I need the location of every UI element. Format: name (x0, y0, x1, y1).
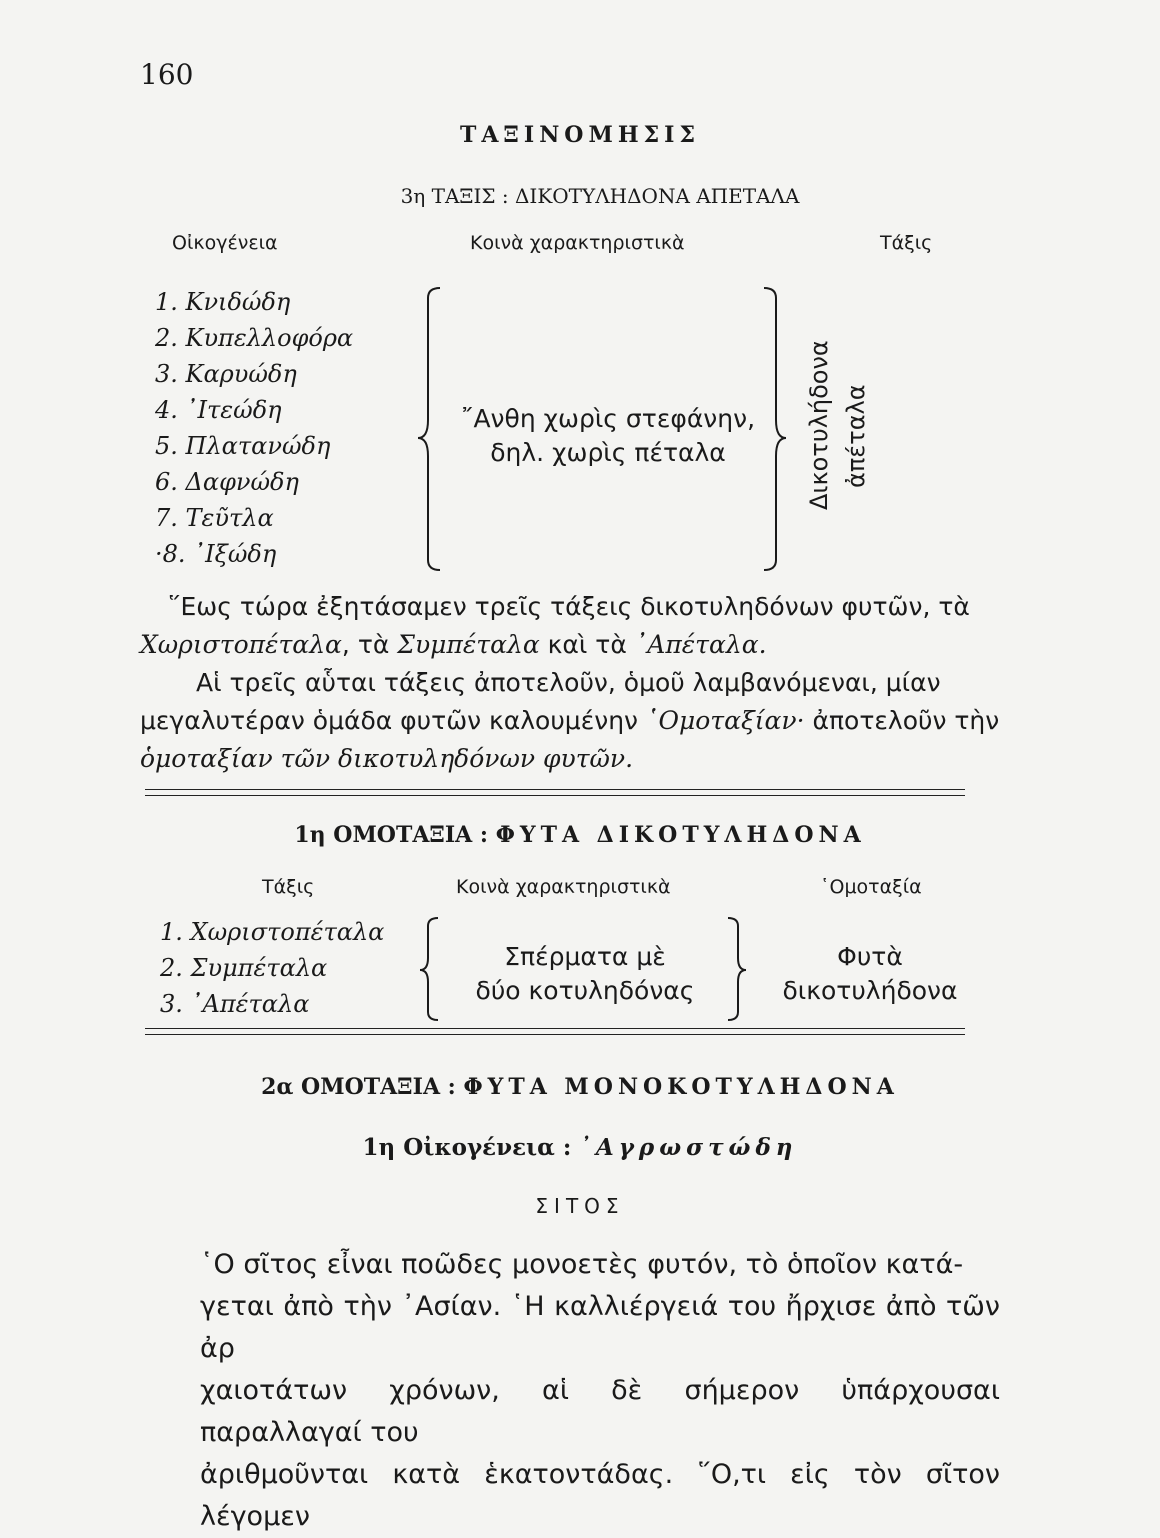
s1-common-line-1: Σπέρματα μὲ (504, 942, 666, 971)
header-common: Κοινὰ χαρακτηριστικὰ (470, 232, 685, 254)
term-apetala: ᾿Απέταλα. (634, 630, 767, 659)
summary-line-3: Αἱ τρεῖς αὗται τάξεις ἀποτελοῦν, ὁμοῦ λαμβανόμεναι, μίαν (196, 668, 941, 697)
term-omotaxia: ῾Ομοταξίαν· (645, 706, 805, 735)
common-line-1: ῎Ανθη χωρὶς στεφάνην, (460, 404, 756, 433)
s1-group-line-1: Φυτὰ (837, 942, 903, 971)
body-line-3: χαιοτάτων χρόνων, αἱ δὲ σήμερον ὑπάρχουσαι παραλλαγαί του (200, 1375, 1000, 1448)
family-prefix: 1η Οἰκογένεια : (362, 1134, 580, 1161)
section-2-name: ΦΥΤΑ ΜΟΝΟΚΟΤΥΛΗΔΟΝΑ (463, 1074, 899, 1100)
page-number: 160 (140, 58, 194, 91)
term-choristopetala: Χωριστοπέταλα (140, 630, 342, 659)
s1-left-brace (420, 918, 438, 1020)
section-2-prefix: 2α ΟΜΟΤΑΞΙΑ : (261, 1074, 464, 1100)
list-item: 7. Τεῦτλα (155, 504, 274, 532)
class-label-line-1: Δικοτυλήδονα (805, 340, 833, 510)
s1-header-common: Κοινὰ χαρακτηριστικὰ (456, 876, 671, 898)
section-1-name: ΦΥΤΑ ΔΙΚΟΤΥΛΗΔΟΝΑ (495, 822, 866, 848)
header-family: Οἰκογένεια (172, 232, 278, 254)
family-name: ᾿Αγρωστώδη (579, 1134, 798, 1161)
summary-line-1: ῞Εως τώρα ἐξητάσαμεν τρεῖς τάξεις δικοτυληδόνων φυτῶν, τὰ (168, 592, 970, 621)
list-item: 1. Κνιδώδη (155, 288, 291, 316)
summary-line-4c: ἀποτελοῦν τὴν (804, 706, 1000, 735)
sep-1: , τὰ (341, 630, 398, 659)
summary-line-4a: μεγαλυτέραν ὁμάδα φυτῶν καλουμένην (140, 706, 646, 735)
body-line-4: ἀριθμοῦνται κατὰ ἑκατοντάδας. ῞Ο,τι εἰς τὸν σῖτον λέγομεν (200, 1459, 1000, 1532)
summary-line-5: ὁμοταξίαν τῶν δικοτυληδόνων φυτῶν. (140, 744, 634, 773)
left-brace (418, 288, 440, 570)
list-item: 2. Κυπελλοφόρα (155, 324, 354, 352)
list-item: 3. Καρυώδη (155, 360, 297, 388)
class-label-line-2: ἀπέταλα (842, 384, 870, 488)
common-line-2: δηλ. χωρὶς πέταλα (490, 438, 726, 467)
right-brace (764, 288, 786, 570)
body-line-2: γεται ἀπὸ τὴν ᾿Ασίαν. ῾Η καλλιέργειά του ἤρχισε ἀπὸ τῶν ἀρ (200, 1291, 1000, 1364)
header-class: Τάξις (880, 232, 933, 254)
list-item: 1. Χωριστοπέταλα (160, 918, 385, 946)
sep-2: καὶ τὰ (539, 630, 635, 659)
list-item: 4. ᾿Ιτεώδη (155, 396, 282, 424)
list-item: 6. Δαφνώδη (155, 468, 299, 496)
s1-header-class: Τάξις (262, 876, 315, 898)
class-subtitle: 3η ΤΑΞΙΣ : ΔΙΚΟΤΥΛΗΔΟΝΑ ΑΠΕΤΑΛΑ (400, 184, 800, 208)
s1-common-line-2: δύο κοτυληδόνας (475, 976, 695, 1005)
page-title: ΤΑΞΙΝΟΜΗΣΙΣ (459, 122, 701, 148)
body-line-1: ῾Ο σῖτος εἶναι ποῶδες μονοετὲς φυτόν, τὸ ὁποῖον κατά- (200, 1249, 964, 1280)
term-sympetala: Συμπέταλα (397, 630, 540, 659)
sitos-heading: ΣΙΤΟΣ (535, 1194, 625, 1218)
s1-header-group: ῾Ομοταξία (820, 876, 922, 898)
list-item: ·8. ᾿Ιξώδη (155, 540, 277, 568)
section-1-prefix: 1η ΟΜΟΤΑΞΙΑ : (294, 822, 496, 848)
s1-right-brace (728, 918, 746, 1020)
s1-group-line-2: δικοτυλήδονα (782, 976, 958, 1005)
list-item: 3. ᾿Απέταλα (160, 990, 310, 1018)
list-item: 2. Συμπέταλα (160, 954, 328, 982)
list-item: 5. Πλατανώδη (155, 432, 331, 460)
